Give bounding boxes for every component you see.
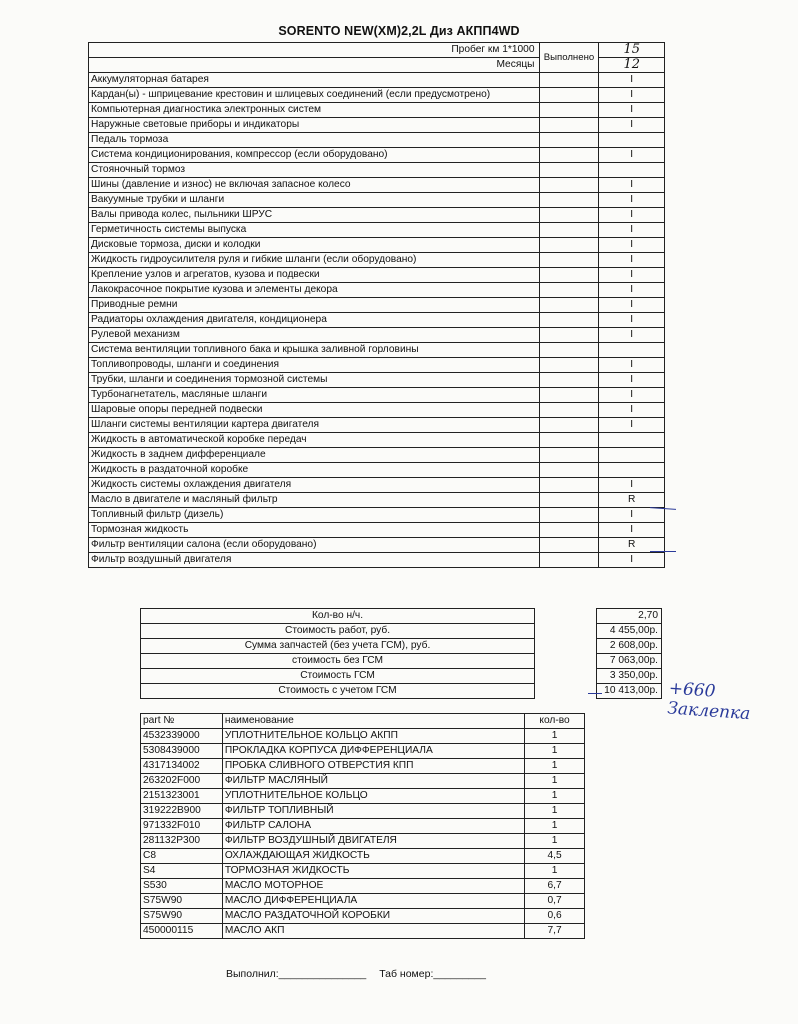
maintenance-item-code: I <box>599 283 665 298</box>
maintenance-item-code: I <box>599 373 665 388</box>
cost-row <box>141 669 535 684</box>
maintenance-empty-cell <box>539 493 599 508</box>
maintenance-item-code: I <box>599 523 665 538</box>
maintenance-row <box>89 163 665 178</box>
mileage-value: 15 <box>599 43 665 58</box>
part-number: 5308439000 <box>141 744 223 759</box>
maintenance-item-name: Компьютерная диагностика электронных систем <box>89 103 540 118</box>
part-number: S75W90 <box>141 909 223 924</box>
maintenance-item-code: I <box>599 313 665 328</box>
cost-value: 2,70 <box>597 609 662 624</box>
maintenance-empty-cell <box>539 388 599 403</box>
maintenance-empty-cell <box>539 463 599 478</box>
cost-label: стоимость без ГСМ <box>141 654 535 669</box>
maintenance-row <box>89 343 665 358</box>
maintenance-item-code: I <box>599 403 665 418</box>
maintenance-item-name: Кардан(ы) - шприцевание крестовин и шлицевых соединений (если предусмотрено) <box>89 88 540 103</box>
maintenance-row <box>89 298 665 313</box>
cost-value-row <box>597 654 662 669</box>
part-qty: 1 <box>525 774 585 789</box>
part-name: МАСЛО РАЗДАТОЧНОЙ КОРОБКИ <box>222 909 524 924</box>
maintenance-empty-cell <box>539 538 599 553</box>
part-qty: 1 <box>525 744 585 759</box>
maintenance-item-code: I <box>599 358 665 373</box>
maintenance-item-code <box>599 463 665 478</box>
part-qty: 7,7 <box>525 924 585 939</box>
maintenance-row <box>89 133 665 148</box>
maintenance-item-name: Валы привода колес, пыльники ШРУС <box>89 208 540 223</box>
maintenance-row <box>89 268 665 283</box>
maintenance-empty-cell <box>539 523 599 538</box>
maintenance-item-code: I <box>599 253 665 268</box>
maintenance-row <box>89 118 665 133</box>
cost-value-row <box>597 684 662 699</box>
maintenance-empty-cell <box>539 253 599 268</box>
part-name: ФИЛЬТР САЛОНА <box>222 819 524 834</box>
part-qty: 0,7 <box>525 894 585 909</box>
maintenance-row <box>89 238 665 253</box>
maintenance-row <box>89 373 665 388</box>
maintenance-item-code: I <box>599 118 665 133</box>
maintenance-row <box>89 493 665 508</box>
maintenance-row <box>89 178 665 193</box>
parts-row <box>141 774 585 789</box>
maintenance-empty-cell <box>539 508 599 523</box>
maintenance-item-name: Фильтр воздушный двигателя <box>89 553 540 568</box>
part-number: 4532339000 <box>141 729 223 744</box>
maintenance-item-name: Масло в двигателе и масляный фильтр <box>89 493 540 508</box>
maintenance-empty-cell <box>539 328 599 343</box>
maintenance-row <box>89 463 665 478</box>
maintenance-empty-cell <box>539 313 599 328</box>
maintenance-row <box>89 223 665 238</box>
maintenance-item-code: I <box>599 418 665 433</box>
maintenance-row <box>89 283 665 298</box>
maintenance-empty-cell <box>539 553 599 568</box>
part-number: C8 <box>141 849 223 864</box>
maintenance-item-code: I <box>599 298 665 313</box>
part-number: 319222B900 <box>141 804 223 819</box>
maintenance-item-code <box>599 133 665 148</box>
maintenance-item-name: Система кондиционирования, компрессор (если оборудовано) <box>89 148 540 163</box>
maintenance-item-name: Лакокрасочное покрытие кузова и элементы декора <box>89 283 540 298</box>
months-label: Месяцы <box>89 58 540 73</box>
part-name: ПРОКЛАДКА КОРПУСА ДИФФЕРЕНЦИАЛА <box>222 744 524 759</box>
maintenance-item-code <box>599 343 665 358</box>
part-qty: 1 <box>525 789 585 804</box>
maintenance-row <box>89 193 665 208</box>
part-name: ФИЛЬТР МАСЛЯНЫЙ <box>222 774 524 789</box>
maintenance-item-code: I <box>599 178 665 193</box>
maintenance-item-code: I <box>599 328 665 343</box>
document-title: SORENTO NEW(XM)2,2L Диз АКПП4WD <box>278 24 520 38</box>
maintenance-row <box>89 328 665 343</box>
maintenance-item-code: I <box>599 73 665 88</box>
part-qty: 1 <box>525 819 585 834</box>
maintenance-item-name: Крепление узлов и агрегатов, кузова и подвески <box>89 268 540 283</box>
parts-row <box>141 804 585 819</box>
qty-header: кол-во <box>525 714 585 729</box>
maintenance-row <box>89 103 665 118</box>
maintenance-empty-cell <box>539 88 599 103</box>
maintenance-empty-cell <box>539 478 599 493</box>
maintenance-item-code <box>599 433 665 448</box>
maintenance-empty-cell <box>539 268 599 283</box>
part-qty: 1 <box>525 729 585 744</box>
part-name: МАСЛО АКП <box>222 924 524 939</box>
cost-label: Сумма запчастей (без учета ГСМ), руб. <box>141 639 535 654</box>
part-name: ТОРМОЗНАЯ ЖИДКОСТЬ <box>222 864 524 879</box>
maintenance-empty-cell <box>539 223 599 238</box>
maintenance-item-code: I <box>599 553 665 568</box>
maintenance-empty-cell <box>539 73 599 88</box>
maintenance-empty-cell <box>539 403 599 418</box>
maintenance-empty-cell <box>539 433 599 448</box>
maintenance-empty-cell <box>539 238 599 253</box>
maintenance-item-code <box>599 448 665 463</box>
cost-row <box>141 684 535 699</box>
cost-row <box>141 654 535 669</box>
part-name: МАСЛО ДИФФЕРЕНЦИАЛА <box>222 894 524 909</box>
maintenance-item-name: Радиаторы охлаждения двигателя, кондиционера <box>89 313 540 328</box>
parts-row <box>141 894 585 909</box>
maintenance-item-name: Дисковые тормоза, диски и колодки <box>89 238 540 253</box>
maintenance-row <box>89 313 665 328</box>
parts-row <box>141 879 585 894</box>
maintenance-item-code: I <box>599 223 665 238</box>
maintenance-item-code: I <box>599 268 665 283</box>
maintenance-item-name: Вакуумные трубки и шланги <box>89 193 540 208</box>
parts-row <box>141 789 585 804</box>
maintenance-item-name: Шаровые опоры передней подвески <box>89 403 540 418</box>
part-number: 263202F000 <box>141 774 223 789</box>
maintenance-item-code: I <box>599 148 665 163</box>
cost-value: 3 350,00р. <box>597 669 662 684</box>
parts-row <box>141 849 585 864</box>
part-qty: 1 <box>525 864 585 879</box>
maintenance-empty-cell <box>539 418 599 433</box>
part-number: 281132P300 <box>141 834 223 849</box>
maintenance-row <box>89 478 665 493</box>
part-qty: 1 <box>525 759 585 774</box>
maintenance-empty-cell <box>539 133 599 148</box>
part-number-header: part № <box>141 714 223 729</box>
maintenance-row <box>89 253 665 268</box>
part-name: УПЛОТНИТЕЛЬНОЕ КОЛЬЦО АКПП <box>222 729 524 744</box>
parts-row <box>141 924 585 939</box>
cost-label-table <box>140 608 535 699</box>
part-name: МАСЛО МОТОРНОЕ <box>222 879 524 894</box>
maintenance-item-name: Стояночный тормоз <box>89 163 540 178</box>
maintenance-empty-cell <box>539 448 599 463</box>
maintenance-item-code: I <box>599 193 665 208</box>
parts-row <box>141 819 585 834</box>
maintenance-row <box>89 433 665 448</box>
cost-label: Стоимость ГСМ <box>141 669 535 684</box>
maintenance-item-name: Наружные световые приборы и индикаторы <box>89 118 540 133</box>
maintenance-item-code <box>599 163 665 178</box>
parts-table <box>140 713 585 939</box>
tab-number-field: Таб номер:_________ <box>379 968 486 980</box>
maintenance-item-code: R <box>599 493 665 508</box>
maintenance-empty-cell <box>539 148 599 163</box>
maintenance-row <box>89 418 665 433</box>
maintenance-empty-cell <box>539 283 599 298</box>
cost-row <box>141 639 535 654</box>
maintenance-item-name: Рулевой механизм <box>89 328 540 343</box>
part-qty: 1 <box>525 804 585 819</box>
part-qty: 4,5 <box>525 849 585 864</box>
parts-row <box>141 744 585 759</box>
maintenance-row <box>89 538 665 553</box>
parts-header-row <box>141 714 585 729</box>
maintenance-empty-cell <box>539 178 599 193</box>
maintenance-item-name: Педаль тормоза <box>89 133 540 148</box>
maintenance-row <box>89 448 665 463</box>
maintenance-item-name: Жидкость гидроусилителя руля и гибкие шланги (если оборудовано) <box>89 253 540 268</box>
part-number: S75W90 <box>141 894 223 909</box>
maintenance-item-name: Приводные ремни <box>89 298 540 313</box>
cost-value-row <box>597 639 662 654</box>
maintenance-empty-cell <box>539 298 599 313</box>
maintenance-item-name: Герметичность системы выпуска <box>89 223 540 238</box>
maintenance-row <box>89 73 665 88</box>
maintenance-item-name: Фильтр вентиляции салона (если оборудовано) <box>89 538 540 553</box>
cost-label: Кол-во н/ч. <box>141 609 535 624</box>
maintenance-item-name: Топливопроводы, шланги и соединения <box>89 358 540 373</box>
maintenance-empty-cell <box>539 193 599 208</box>
part-qty: 1 <box>525 834 585 849</box>
maintenance-empty-cell <box>539 358 599 373</box>
maintenance-row <box>89 508 665 523</box>
maintenance-item-name: Топливный фильтр (дизель) <box>89 508 540 523</box>
part-name: ФИЛЬТР ТОПЛИВНЫЙ <box>222 804 524 819</box>
maintenance-item-code: I <box>599 238 665 253</box>
maintenance-empty-cell <box>539 343 599 358</box>
maintenance-empty-cell <box>539 373 599 388</box>
maintenance-item-code: I <box>599 103 665 118</box>
maintenance-row <box>89 403 665 418</box>
cost-value: 2 608,00р. <box>597 639 662 654</box>
cost-value: 10 413,00р. <box>597 684 662 699</box>
header-row-mileage <box>89 43 665 58</box>
maintenance-item-name: Аккумуляторная батарея <box>89 73 540 88</box>
cost-row <box>141 624 535 639</box>
maintenance-row <box>89 88 665 103</box>
maintenance-row <box>89 523 665 538</box>
maintenance-item-code: R <box>599 538 665 553</box>
cost-label: Стоимость с учетом ГСМ <box>141 684 535 699</box>
handwritten-note: +660 Заклепка <box>666 678 751 725</box>
maintenance-item-code: I <box>599 508 665 523</box>
part-number: 2151323001 <box>141 789 223 804</box>
mileage-label: Пробег км 1*1000 <box>89 43 540 58</box>
parts-row <box>141 729 585 744</box>
cost-value-table <box>596 608 662 699</box>
maintenance-empty-cell <box>539 103 599 118</box>
part-name: ОХЛАЖДАЮЩАЯ ЖИДКОСТЬ <box>222 849 524 864</box>
part-number: 450000115 <box>141 924 223 939</box>
maintenance-empty-cell <box>539 118 599 133</box>
maintenance-item-name: Жидкость в заднем дифференциале <box>89 448 540 463</box>
maintenance-item-name: Система вентиляции топливного бака и крышка заливной горловины <box>89 343 540 358</box>
maintenance-item-code: I <box>599 88 665 103</box>
cost-label: Стоимость работ, руб. <box>141 624 535 639</box>
maintenance-item-name: Шины (давление и износ) не включая запасное колесо <box>89 178 540 193</box>
maintenance-item-code: I <box>599 478 665 493</box>
part-number: 971332F010 <box>141 819 223 834</box>
maintenance-empty-cell <box>539 163 599 178</box>
performed-by-field: Выполнил:_______________ <box>226 968 367 980</box>
part-name: ФИЛЬТР ВОЗДУШНЫЙ ДВИГАТЕЛЯ <box>222 834 524 849</box>
maintenance-row <box>89 358 665 373</box>
part-qty: 6,7 <box>525 879 585 894</box>
maintenance-row <box>89 553 665 568</box>
maintenance-item-code: I <box>599 388 665 403</box>
cost-value: 7 063,00р. <box>597 654 662 669</box>
maintenance-table <box>88 42 665 568</box>
signature-footer <box>226 968 496 980</box>
cost-value-row <box>597 609 662 624</box>
maintenance-row <box>89 208 665 223</box>
maintenance-item-name: Жидкость в раздаточной коробке <box>89 463 540 478</box>
maintenance-item-name: Шланги системы вентиляции картера двигателя <box>89 418 540 433</box>
part-qty: 0,6 <box>525 909 585 924</box>
parts-row <box>141 759 585 774</box>
part-name: ПРОБКА СЛИВНОГО ОТВЕРСТИЯ КПП <box>222 759 524 774</box>
months-value: 12 <box>599 58 665 73</box>
cost-value: 4 455,00р. <box>597 624 662 639</box>
maintenance-item-code: I <box>599 208 665 223</box>
part-name: УПЛОТНИТЕЛЬНОЕ КОЛЬЦО <box>222 789 524 804</box>
parts-row <box>141 864 585 879</box>
part-number: 4317134002 <box>141 759 223 774</box>
maintenance-row <box>89 148 665 163</box>
maintenance-empty-cell <box>539 208 599 223</box>
cost-value-row <box>597 669 662 684</box>
pen-tick-total <box>588 693 602 694</box>
maintenance-item-name: Трубки, шланги и соединения тормозной системы <box>89 373 540 388</box>
cost-value-row <box>597 624 662 639</box>
maintenance-row <box>89 388 665 403</box>
cost-row <box>141 609 535 624</box>
part-name-header: наименование <box>222 714 524 729</box>
pen-tick-cabin <box>650 551 676 552</box>
maintenance-item-name: Жидкость системы охлаждения двигателя <box>89 478 540 493</box>
maintenance-item-name: Жидкость в автоматической коробке передач <box>89 433 540 448</box>
parts-row <box>141 834 585 849</box>
maintenance-item-name: Турбонагнетатель, масляные шланги <box>89 388 540 403</box>
part-number: S4 <box>141 864 223 879</box>
parts-row <box>141 909 585 924</box>
part-number: S530 <box>141 879 223 894</box>
done-label: Выполнено <box>539 43 599 73</box>
maintenance-item-name: Тормозная жидкость <box>89 523 540 538</box>
